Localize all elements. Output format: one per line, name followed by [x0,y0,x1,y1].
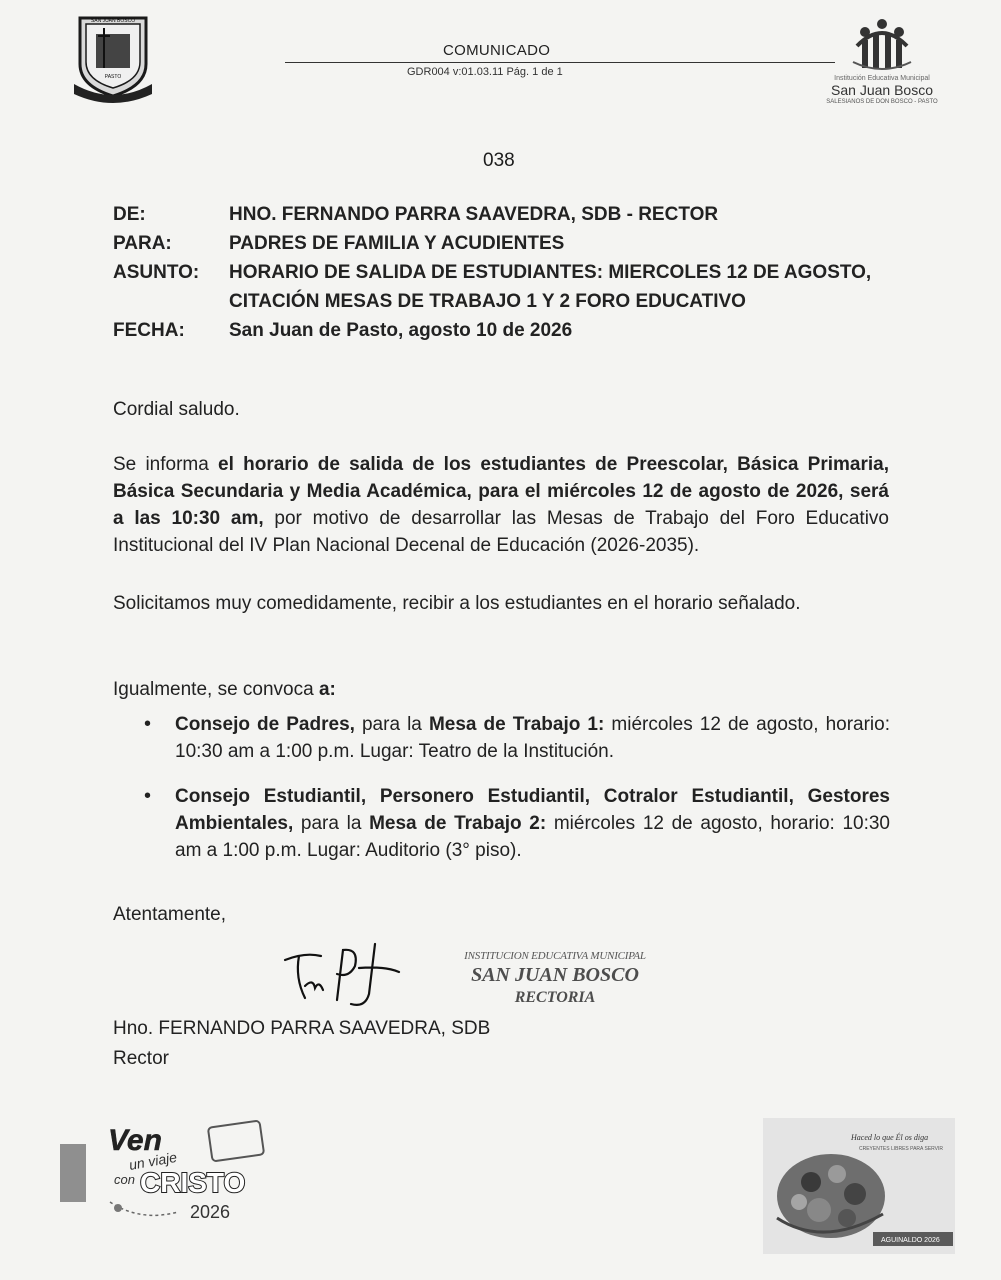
paragraph-request: Solicitamos muy comedidamente, recibir a los estudiantes en el horario señalado. [113,593,801,614]
text-run: para la [354,714,429,735]
document-code: GDR004 v:01.03.11 Pág. 1 de 1 [407,66,563,78]
people-icon [847,18,917,72]
institution-logo [812,18,952,118]
crest-city: PASTO [104,74,122,80]
logo-sub: CREYENTES LIBRES PARA SERVIR [859,1146,944,1152]
meta-row-subject [113,258,913,316]
text-run: Se informa [113,454,219,475]
text-run-bold: el horario de salida de los estudiantes de Preescolar, Básica Primaria, Básica Secundaria y Media Académica, para el miércoles 12 de agosto de 2026, será a las 10:30 am, [113,454,889,529]
greeting: Cordial saludo. [113,399,240,420]
text-run: para la [293,813,370,834]
rectory-stamp [450,950,660,1007]
text-run-bold: Consejo Estudiantil, Personero Estudiantil, Cotralor Estudiantil, Gestores Ambientales, [175,786,890,834]
meta-value: HNO. FERNANDO PARRA SAAVEDRA, SDB - RECTOR [229,204,719,225]
logo-word: con [114,1172,135,1187]
meta-row-date [113,316,913,345]
text-run-bold: a: [318,679,336,700]
ven-cristo-logo [60,1118,270,1228]
meta-row-from [113,200,913,229]
logo-institution-name: San Juan Bosco [831,82,933,98]
list-item [140,711,890,765]
text-run: miércoles 12 de agosto, horario: 10:30 am a 1:00 p.m. Lugar: Teatro de la Institución. [175,714,890,762]
logo-word: Ven [108,1124,162,1157]
logo-year: 2026 [190,1202,231,1222]
meta-value: San Juan de Pasto, agosto 10 de 2026 [229,320,573,341]
logo-word: CRISTO [140,1167,246,1198]
logo-institution-type: Institución Educativa Municipal [834,75,930,82]
stamp-line: RECTORIA [514,989,596,1006]
list-item [140,783,890,864]
paragraph-schedule [113,451,889,559]
logo-banner: AGUINALDO 2026 [881,1237,940,1244]
stamp-line: INSTITUCION EDUCATIVA MUNICIPAL [464,950,646,962]
stamp-line: SAN JUAN BOSCO [471,964,639,986]
meta-label: PARA: [113,233,172,254]
text-run-bold: Mesa de Trabajo 1: [428,714,605,735]
text-run: miércoles 12 de agosto, horario: 10:30 am a 1:00 p.m. Lugar: Auditorio (3° piso). [175,813,891,861]
memo-metadata [113,200,913,345]
document-number: 038 [483,150,515,171]
meta-label: FECHA: [113,320,185,341]
signer-role: Rector [113,1048,169,1069]
convocation-list [140,711,890,882]
header-title: COMUNICADO [443,42,551,59]
logo-motto: Haced lo que Él os diga [851,1133,929,1142]
logo-word: un viaje [127,1148,179,1173]
text-run-bold: Mesa de Trabajo 2: [369,813,547,834]
logo-institution-sub: SALESIANOS DE DON BOSCO - PASTO [826,99,938,105]
meta-value: PADRES DE FAMILIA Y ACUDIENTES [229,233,565,254]
meta-label: DE: [113,204,146,225]
text-run: Igualmente, se convoca [113,679,319,700]
school-crest-logo [72,12,154,104]
header-rule [285,62,835,63]
text-run: por motivo de desarrollar las Mesas de Trabajo del Foro Educativo Institucional del IV Plan Nacional Decenal de Educación (2026-2035). [113,508,890,556]
aguinaldo-logo [763,1118,955,1254]
meta-value: HORARIO DE SALIDA DE ESTUDIANTES: MIERCOLES 12 DE AGOSTO, CITACIÓN MESAS DE TRABAJO 1 Y 2 FORO EDUCATIVO [229,262,872,312]
signer-name: Hno. FERNANDO PARRA SAAVEDRA, SDB [113,1018,491,1039]
crest-text: SAN JUAN BOSCO [90,18,136,24]
text-run-bold: Consejo de Padres, [175,714,355,735]
meta-label: ASUNTO: [113,262,200,283]
meta-row-to [113,229,913,258]
paragraph-convocation [113,676,889,703]
closing: Atentamente, [113,904,227,925]
handwritten-signature [275,938,415,1018]
